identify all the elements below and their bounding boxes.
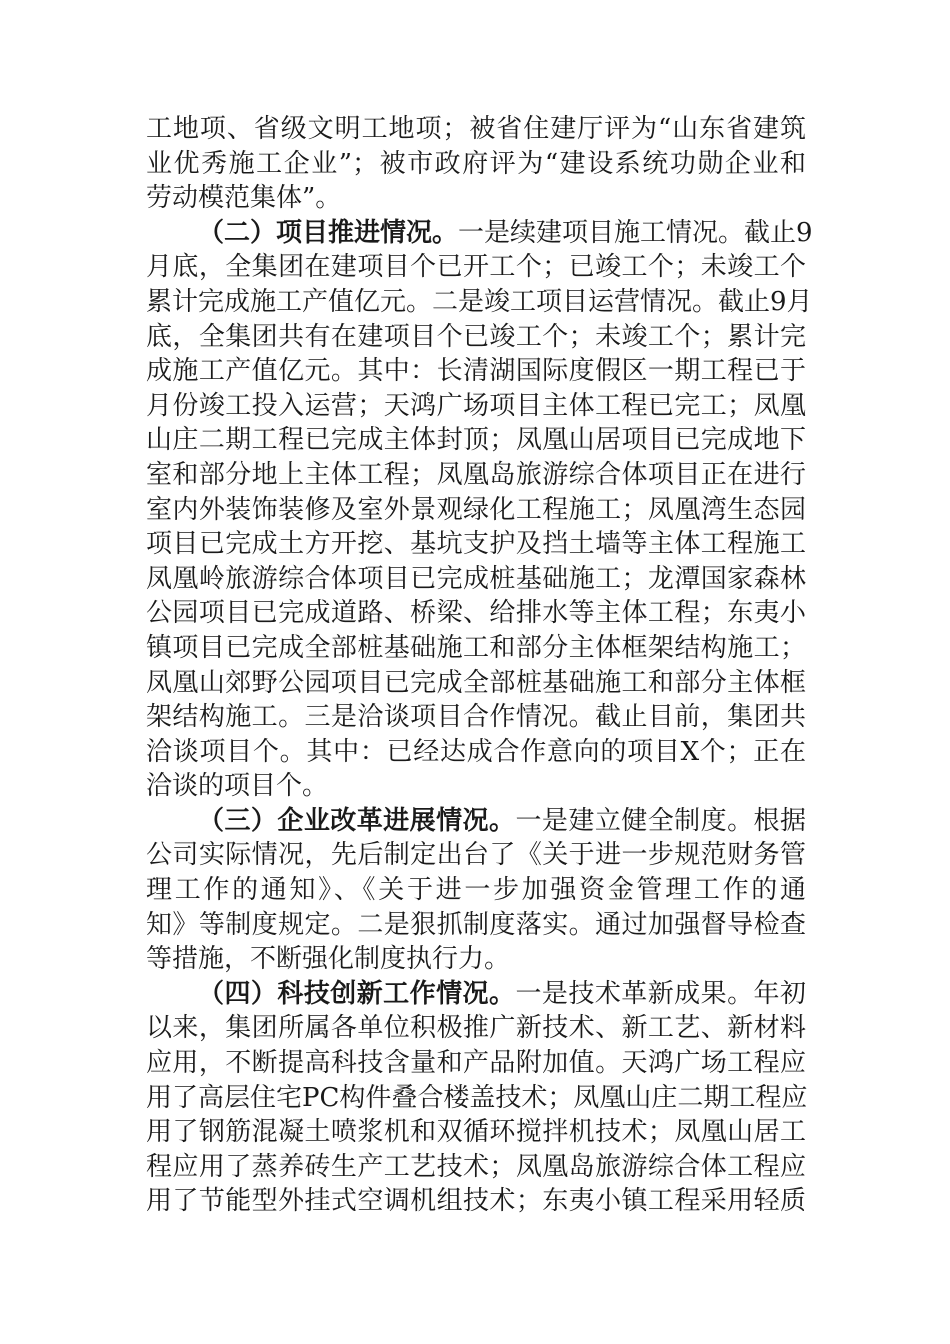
text-line: 用了节能型外挂式空调机组技术；东夷小镇工程采用轻质: [146, 1186, 806, 1217]
text-line: 用了高层住宅PC构件叠合楼盖技术；凤凰山庄二期工程应: [146, 1082, 808, 1113]
text-line: 应用，不断提高科技含量和产品附加值。天鸿广场工程应: [146, 1048, 806, 1079]
text-line: 等措施，不断强化制度执行力。: [146, 944, 511, 975]
section-heading: （四）科技创新工作情况。: [198, 978, 516, 1009]
paragraph: [146, 977, 806, 1219]
text-line: 程应用了蒸养砖生产工艺技术；凤凰岛旅游综合体工程应: [146, 1151, 806, 1182]
text-line: 工地项、省级文明工地项；被省住建厅评为“山东省建筑: [146, 114, 806, 144]
paragraph: [146, 112, 806, 216]
text-line: 室和部分地上主体工程；凤凰岛旅游综合体项目正在进行: [146, 459, 806, 490]
text-line: 项目已完成土方开挖、基坑支护及挡土墙等主体工程施工: [146, 529, 806, 560]
text-line: 劳动模范集体”。: [146, 183, 342, 214]
section-heading: （三）企业改革进展情况。: [198, 805, 516, 836]
document-page: [146, 112, 813, 1219]
text-line: 镇项目已完成全部桩基础施工和部分主体框架结构施工；: [146, 632, 806, 663]
text-line: 成施工产值亿元。其中：长清湖国际度假区一期工程已于: [146, 356, 806, 387]
text-line: 业优秀施工企业”；被市政府评为“建设系统功勋企业和: [146, 148, 806, 179]
text-span: 一是续建项目施工情况。截止9: [458, 217, 813, 248]
text-line: 公司实际情况，先后制定出台了《关于进一步规范财务管: [146, 840, 806, 871]
text-span: 一是建立健全制度。根据: [515, 805, 806, 836]
text-line: 以来，集团所属各单位积极推广新技术、新工艺、新材料: [146, 1013, 806, 1044]
text-line: 凤凰岭旅游综合体项目已完成桩基础施工；龙潭国家森林: [146, 563, 806, 594]
text-line: [146, 216, 813, 251]
section-heading: （二）项目推进情况。: [198, 217, 459, 248]
text-line: 架结构施工。三是洽谈项目合作情况。截止目前，集团共: [146, 702, 806, 733]
text-line: 室内外装饰装修及室外景观绿化工程施工；凤凰湾生态园: [146, 494, 806, 525]
text-line: 用了钢筋混凝土喷浆机和双循环搅拌机技术；凤凰山居工: [146, 1117, 806, 1148]
text-line: 理工作的通知》、《关于进一步加强资金管理工作的通: [146, 875, 806, 906]
text-span: 一是技术革新成果。年初: [515, 978, 806, 1009]
text-line: 凤凰山郊野公园项目已完成全部桩基础施工和部分主体框: [146, 667, 806, 698]
paragraph: [146, 216, 813, 804]
text-line: [146, 977, 806, 1012]
text-line: [146, 804, 806, 839]
text-line: 月底，全集团在建项目个已开工个；已竣工个；未竣工个: [146, 252, 806, 283]
text-line: 底，全集团共有在建项目个已竣工个；未竣工个；累计完: [146, 321, 806, 352]
paragraph: [146, 804, 806, 977]
text-line: 月份竣工投入运营；天鸿广场项目主体工程已完工；凤凰: [146, 390, 806, 421]
text-line: 累计完成施工产值亿元。二是竣工项目运营情况。截止9月: [146, 286, 813, 317]
text-line: 洽谈项目个。其中：已经达成合作意向的项目X个；正在: [146, 736, 806, 767]
text-line: 山庄二期工程已完成主体封顶；凤凰山居项目已完成地下: [146, 425, 806, 456]
text-line: 洽谈的项目个。: [146, 771, 329, 802]
text-line: 知》等制度规定。二是狠抓制度落实。通过加强督导检查: [146, 909, 806, 940]
text-line: 公园项目已完成道路、桥梁、给排水等主体工程；东夷小: [146, 598, 806, 629]
